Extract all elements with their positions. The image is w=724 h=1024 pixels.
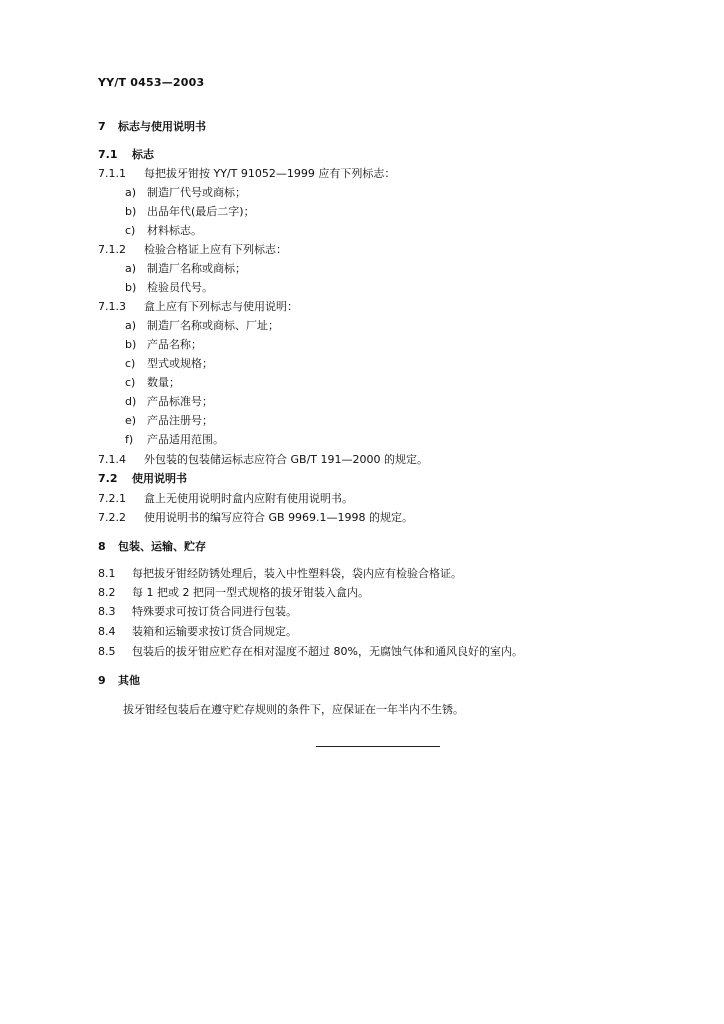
section-9-heading: 9 其他 [98,674,140,687]
clause-7-2-1: 7.2.1 盒上无使用说明时盒内应附有使用说明书。 [98,492,353,505]
list-item: c) 数量； [125,376,180,389]
list-item: b) 出品年代(最后二字)； [125,205,255,218]
clause-7-1-4: 7.1.4 外包装的包装储运标志应符合 GB/T 191—2000 的规定。 [98,453,428,466]
end-rule [316,746,440,747]
clause-8-3: 8.3 特殊要求可按订货合同进行包装。 [98,605,297,618]
section-9-paragraph: 拔牙钳经包装后在遵守贮存规则的条件下，应保证在一年半内不生锈。 [123,703,464,716]
standard-code-header: YY/T 0453—2003 [98,76,205,89]
list-item: d) 产品标准号； [125,395,213,408]
clause-8-2: 8.2 每 1 把或 2 把同一型式规格的拔牙钳装入盒内。 [98,586,369,599]
clause-8-4: 8.4 装箱和运输要求按订货合同规定。 [98,625,297,638]
list-item: c) 材料标志。 [125,224,202,237]
clause-7-2: 7.2 使用说明书 [98,472,187,485]
clause-7-1: 7.1 标志 [98,148,154,161]
list-item: c) 型式或规格； [125,357,213,370]
list-item: a) 制造厂名称或商标、厂址； [125,319,279,332]
clause-7-1-3: 7.1.3 盒上应有下列标志与使用说明： [98,300,298,313]
clause-7-1-2: 7.1.2 检验合格证上应有下列标志： [98,243,287,256]
section-8-heading: 8 包装、运输、贮存 [98,540,206,553]
list-item: a) 制造厂名称或商标； [125,262,246,275]
clause-8-5: 8.5 包装后的拔牙钳应贮存在相对湿度不超过 80%，无腐蚀气体和通风良好的室内。 [98,645,523,658]
clause-8-1: 8.1 每把拔牙钳经防锈处理后，装入中性塑料袋，袋内应有检验合格证。 [98,567,462,580]
list-item: b) 产品名称； [125,338,202,351]
list-item: a) 制造厂代号或商标； [125,186,246,199]
section-7-heading: 7 标志与使用说明书 [98,120,206,133]
clause-7-1-1: 7.1.1 每把拔牙钳按 YY/T 91052—1999 应有下列标志： [98,167,396,180]
list-item: e) 产品注册号； [125,414,213,427]
list-item: f) 产品适用范围。 [125,433,224,446]
list-item: b) 检验员代号。 [125,281,213,294]
clause-7-2-2: 7.2.2 使用说明书的编写应符合 GB 9969.1—1998 的规定。 [98,511,414,524]
